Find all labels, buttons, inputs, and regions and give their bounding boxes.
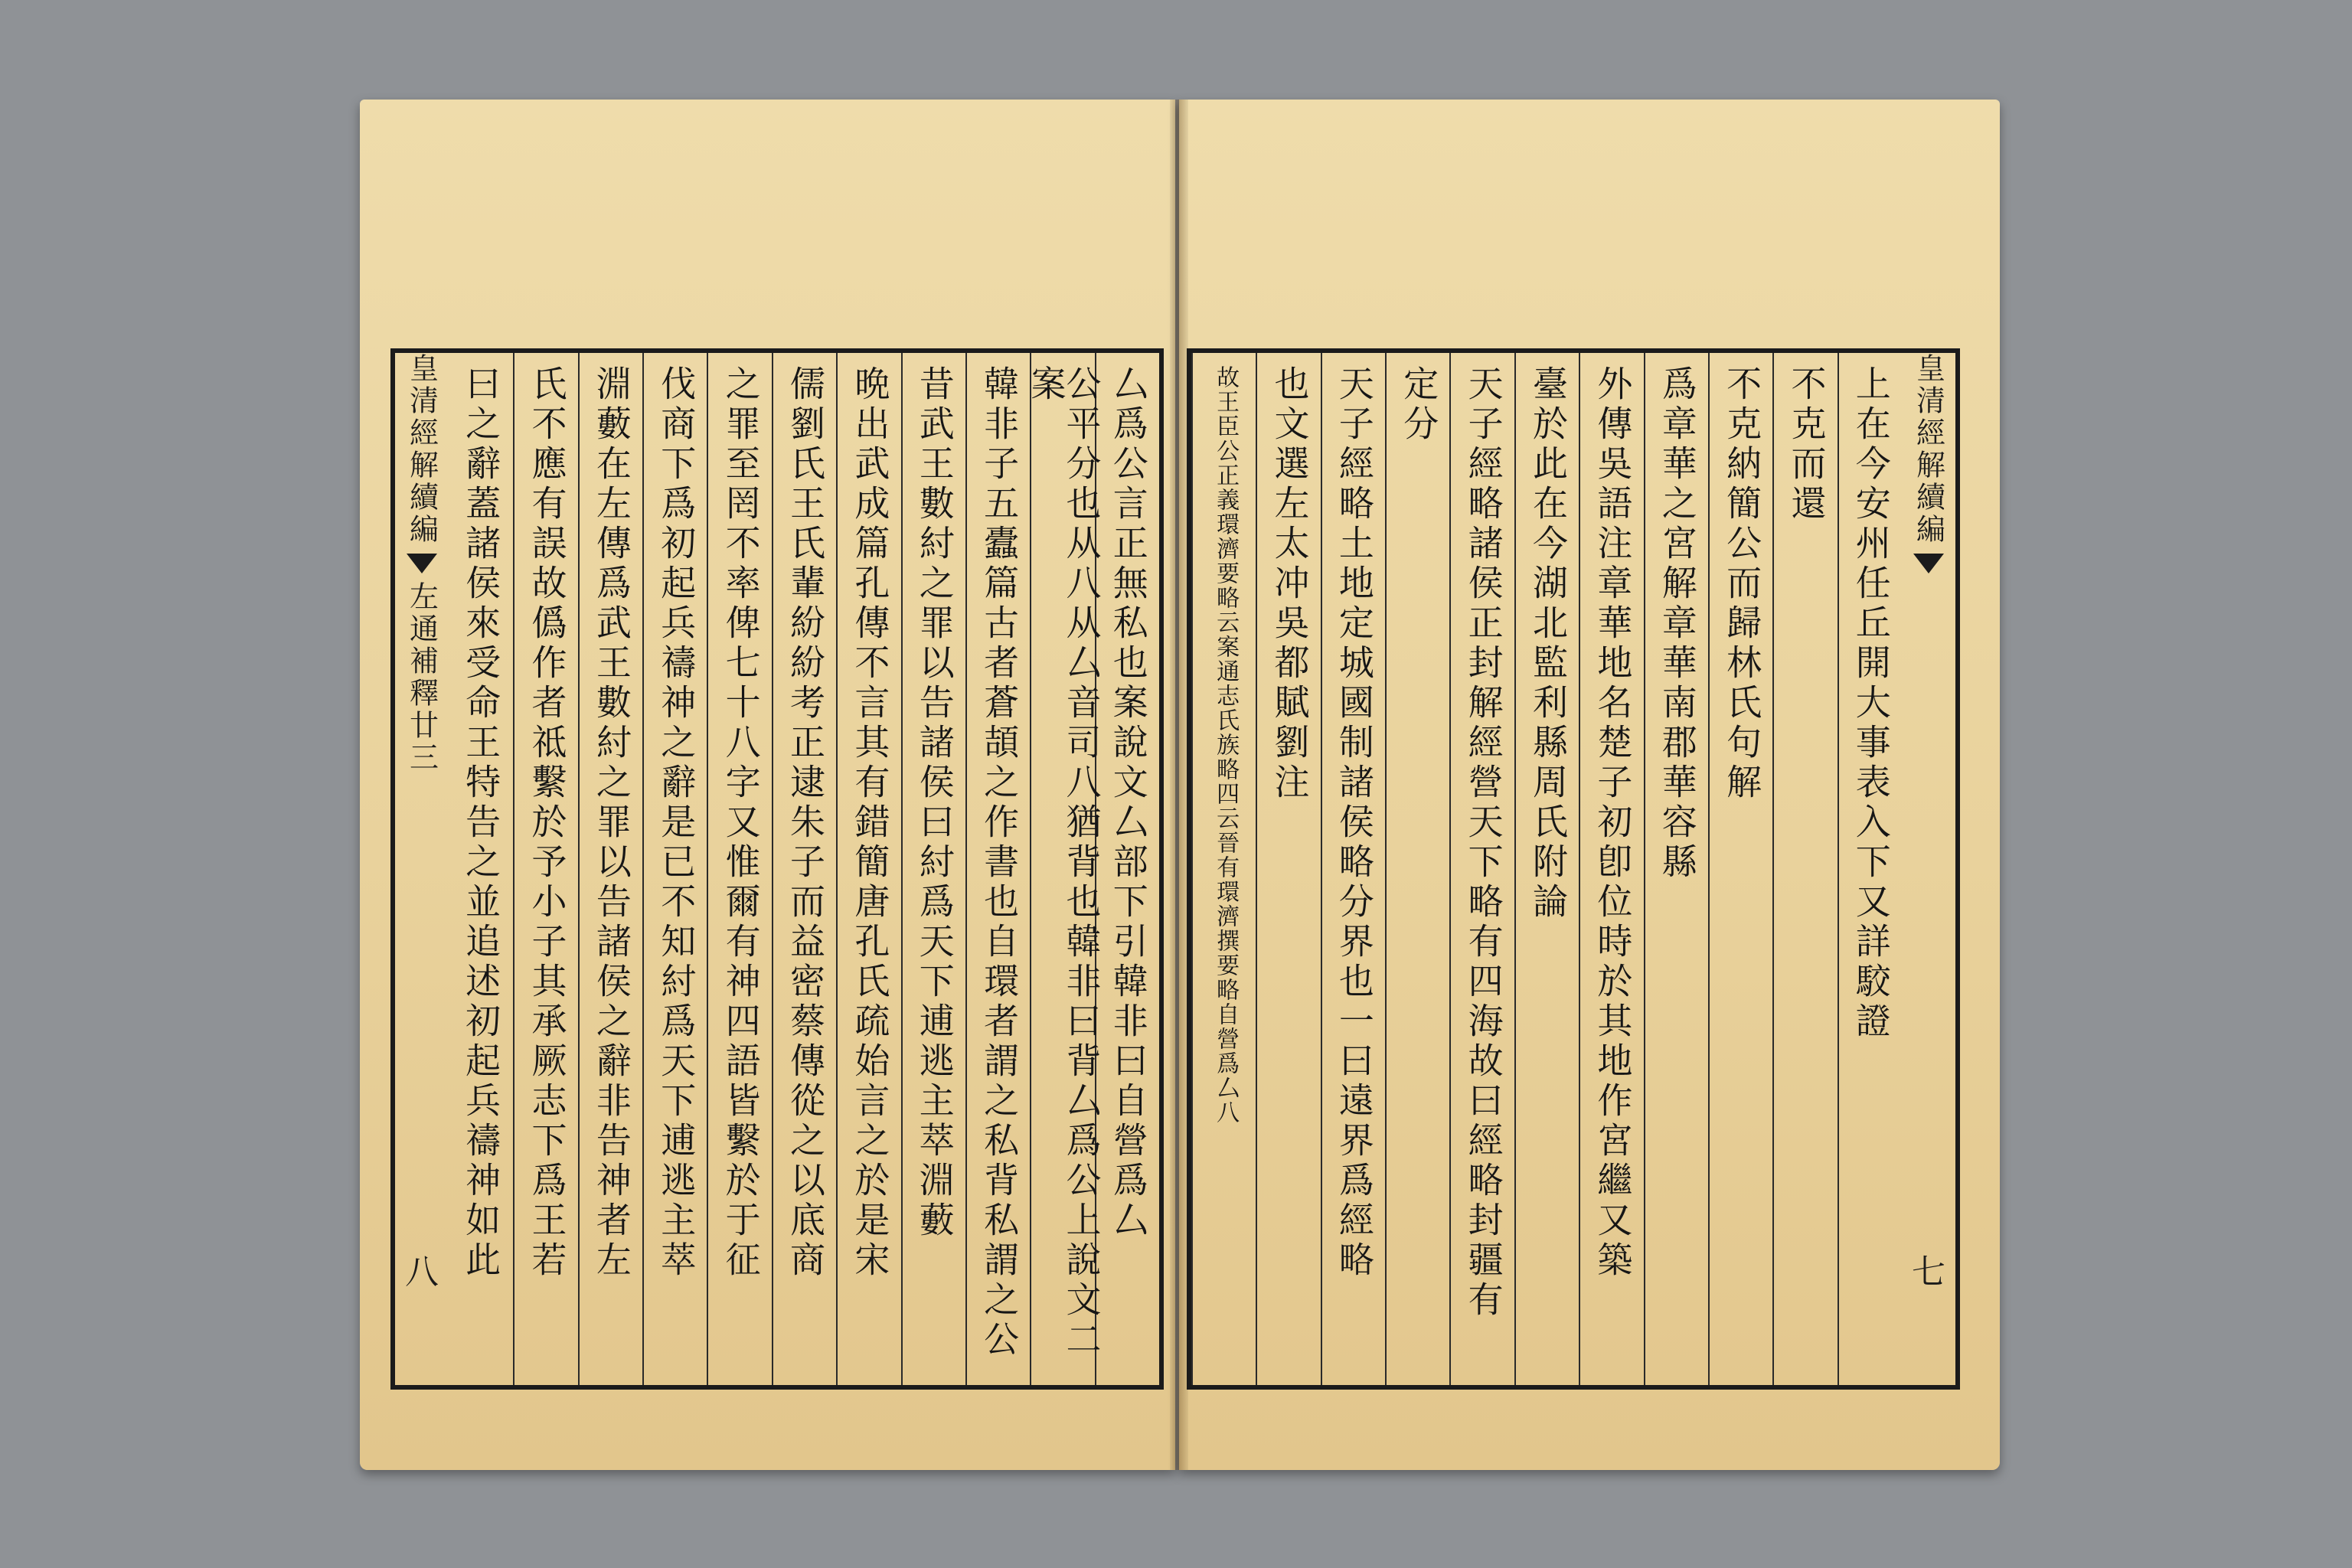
column-text: 昔武王數紂之罪以告諸侯曰紂爲天下逋逃主萃淵藪	[913, 365, 956, 1241]
text-column	[1256, 353, 1321, 1385]
left-page	[360, 100, 1175, 1470]
right-text-frame	[1187, 348, 1960, 1390]
text-column	[772, 353, 838, 1385]
fishtail-mark-icon	[407, 554, 437, 573]
column-text: 天子經略諸侯正封解經營天下略有四海故曰經略封疆有	[1462, 365, 1504, 1321]
text-column	[1095, 353, 1161, 1385]
column-text: 之罪至罔不率俾七十八字又惟爾有神四語皆繫於于征	[720, 365, 762, 1281]
right-page-margin-strip	[1902, 353, 1955, 1385]
text-column	[836, 353, 902, 1385]
text-column	[1838, 353, 1903, 1385]
text-column	[1449, 353, 1515, 1385]
left-margin-title: 皇清經解續編	[404, 353, 439, 546]
column-text: 韓非子五蠹篇古者蒼頡之作書也自環者謂之私背私謂之公	[978, 365, 1021, 1361]
left-margin-chapter: 左通補釋廿三	[404, 581, 439, 774]
text-column	[1321, 353, 1387, 1385]
column-text: 天子經略土地定城國制諸侯略分界也一曰遠界爲經略	[1333, 365, 1375, 1281]
column-text: 公平分也从八从厶音司八猶背也韓非曰背厶爲公上說文二案	[1025, 365, 1102, 1361]
text-column	[449, 353, 513, 1385]
text-column	[513, 353, 579, 1385]
text-column	[965, 353, 1031, 1385]
column-text: 臺於此在今湖北監利縣周氏附論	[1527, 365, 1569, 923]
text-column	[1514, 353, 1580, 1385]
text-column	[1772, 353, 1838, 1385]
text-column	[901, 353, 967, 1385]
column-text: 不克而還	[1785, 365, 1828, 524]
column-text: 厶爲公言正無私也案說文厶部下引韓非曰自營爲厶	[1107, 365, 1149, 1241]
text-column	[1579, 353, 1645, 1385]
column-text: 氏不應有誤故僞作者祗繫於予小子其承厥志下爲王若	[526, 365, 568, 1281]
right-page	[1179, 100, 2000, 1470]
text-column	[1025, 353, 1102, 1385]
fishtail-mark-icon	[1913, 554, 1944, 573]
text-column	[642, 353, 708, 1385]
column-text: 外傳吳語注章華地名楚子初卽位時於其地作宮繼又築	[1592, 365, 1634, 1281]
left-text-frame	[390, 348, 1164, 1390]
text-column	[707, 353, 773, 1385]
left-page-margin-strip	[395, 353, 449, 1385]
column-text: 伐商下爲初起兵禱神之辭是已不知紂爲天下逋逃主萃	[655, 365, 697, 1281]
book-gutter	[1170, 100, 1188, 1470]
column-text: 儒劉氏王氏輩紛紛考正逮朱子而益密蔡傳從之以底商	[784, 365, 826, 1281]
text-column	[1708, 353, 1774, 1385]
column-text: 爲章華之宮解章華南郡華容縣	[1656, 365, 1698, 883]
right-page-number: 七	[1912, 1253, 1945, 1292]
column-text: 定分	[1398, 365, 1440, 445]
column-text: 也文選左太冲吳都賦劉注	[1269, 365, 1311, 803]
open-book	[352, 100, 2006, 1470]
text-column	[1191, 353, 1257, 1385]
text-column	[1385, 353, 1451, 1385]
text-column	[1644, 353, 1710, 1385]
column-text: 故王臣公正義環濟要略云案通志氏族略四云晉有環濟撰要略自營爲厶八	[1212, 365, 1240, 1125]
left-page-number: 八	[405, 1253, 439, 1292]
text-column	[578, 353, 644, 1385]
column-text: 淵藪在左傳爲武王數紂之罪以告諸侯之辭非告神者左	[590, 365, 632, 1281]
column-text: 曰之辭蓋諸侯來受命王特告之並追述初起兵禱神如此	[460, 365, 502, 1281]
column-text: 不克納簡公而歸林氏句解	[1721, 365, 1763, 803]
right-margin-title: 皇清經解續編	[1911, 353, 1945, 546]
column-text: 晩出武成篇孔傳不言其有錯簡唐孔氏疏始言之於是宋	[849, 365, 891, 1281]
column-text: 上在今安州任丘開大事表入下又詳駮證	[1850, 365, 1892, 1042]
